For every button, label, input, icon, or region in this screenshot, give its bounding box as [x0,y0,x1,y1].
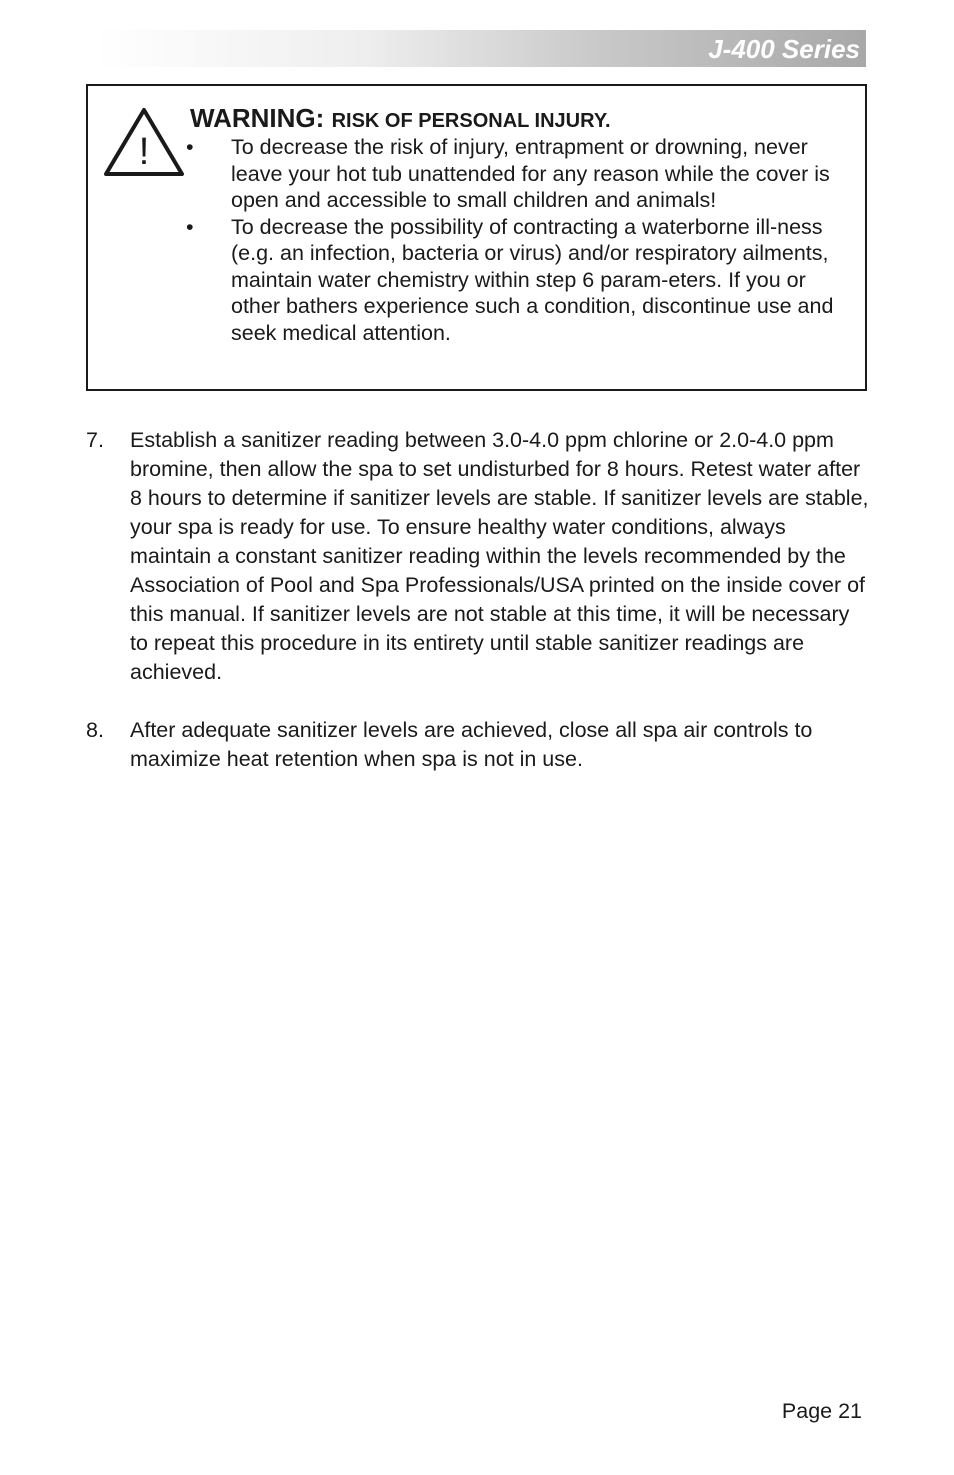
warning-label: WARNING: [190,103,325,133]
bullet: • [186,135,194,159]
step-item [86,716,871,774]
warning-heading [190,102,611,137]
warning-item [186,134,854,214]
step-number: 7. [86,428,104,452]
warning-item-text: To decrease the risk of injury, entrapment or drowning, never leave your hot tub unattended for any reason while the cover is open and accessible to small children and animals! [231,135,830,212]
step-list [86,426,871,803]
warning-exclamation: ! [138,131,150,173]
warning-list [186,134,854,346]
warning-item-text: To decrease the possibility of contracting a waterborne ill-ness (e.g. an infection, bacteria or virus) and/or respiratory ailments, maintain water chemistry within step 6 param-eters. If you or other bathers experience such a condition, discontinue use and seek medical attention. [231,214,834,345]
step-text: Establish a sanitizer reading between 3.0-4.0 ppm chlorine or 2.0-4.0 ppm bromine, then allow the spa to set undisturbed for 8 hours. Retest water after 8 hours to determine if sanitizer levels are stable. If sanitizer levels are stable, your spa is ready for use. To ensure healthy water conditions, always maintain a constant sanitizer reading within the levels recommended by the Association of Pool and Spa Professionals/USA printed on the inside cover of this manual. If sanitizer levels are not stable at this time, it will be necessary to repeat this procedure in its entirety until stable sanitizer readings are achieved. [130,428,869,684]
page-number: Page 21 [781,1399,862,1423]
step-number: 8. [86,718,104,742]
warning-item [186,214,854,347]
warning-box [86,84,867,391]
series-title: J-400 Series [708,34,860,64]
warning-subtitle: RISK OF PERSONAL INJURY. [331,110,611,132]
step-text: After adequate sanitizer levels are achieved, close all spa air controls to maximize heat retention when spa is not in use. [130,718,813,771]
bullet: • [186,214,194,239]
step-item [86,426,871,687]
header-bar [96,30,866,67]
warning-triangle-icon [102,104,186,180]
